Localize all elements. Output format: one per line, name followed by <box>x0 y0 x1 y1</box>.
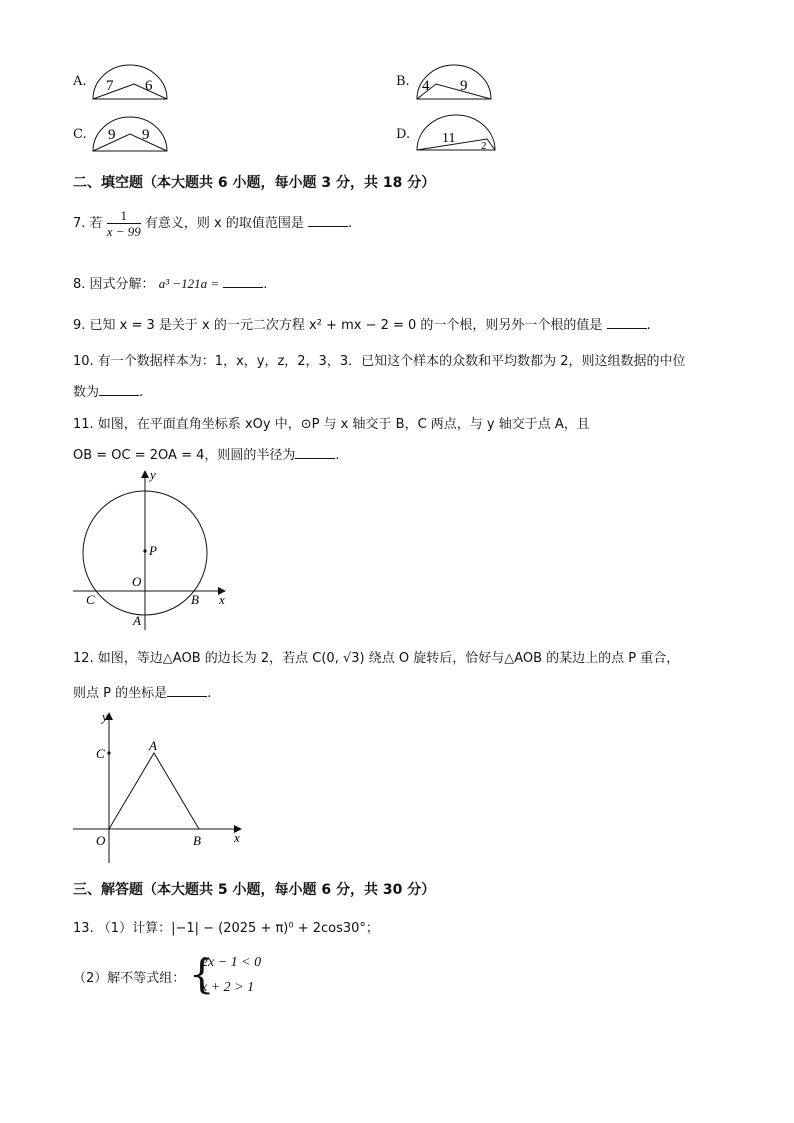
option-c-label: C. <box>73 127 87 142</box>
option-d-num1: 11 <box>442 131 456 146</box>
point-c <box>107 751 110 754</box>
fig11-x-label: x <box>219 592 225 607</box>
q8-number: 8. 因式分解： <box>73 277 155 292</box>
q7-frac-denominator: x − 99 <box>106 224 141 239</box>
q8-expression: a³ −121a = <box>158 276 220 291</box>
question-12-line1: 12. 如图，等边△AOB 的边长为 2，若点 C(0, √3) 绕点 O 旋转后，恰好与△AOB 的某边上的点 P 重合， <box>73 651 680 666</box>
q11-line2-text: OB = OC = 2OA = 4，则圆的半径为 <box>73 448 296 463</box>
q10-end: . <box>139 385 144 400</box>
option-b-figure <box>414 62 494 102</box>
question-8 <box>73 273 267 292</box>
fig11-y-label: y <box>150 467 156 482</box>
fig12-o-label: O <box>96 833 106 848</box>
q9-answer-blank[interactable] <box>607 316 647 329</box>
fig11-o-label: O <box>132 574 142 589</box>
figure-11 <box>65 465 235 635</box>
fig12-y-label: y <box>102 709 108 724</box>
fig11-b-label: B <box>191 592 199 607</box>
brace-icon: { <box>189 952 215 998</box>
fig11-c-label: C <box>86 592 95 607</box>
figure-12 <box>65 705 250 865</box>
option-a-num1: 7 <box>106 78 114 94</box>
q7-frac-numerator: 1 <box>107 208 141 224</box>
q7-number: 7. 若 <box>73 216 103 231</box>
q13-inequality-2: x + 2 > 1 <box>201 980 255 995</box>
option-a-num2: 6 <box>145 78 153 94</box>
fig11-p-label: P <box>149 543 157 558</box>
q10-line2-text: 数为 <box>73 385 100 400</box>
q11-answer-blank[interactable] <box>295 446 335 459</box>
question-13-part1: 13. （1）计算：|−1| − (2025 + π)⁰ + 2cos30°； <box>73 921 379 936</box>
option-a-figure <box>90 62 170 102</box>
section-3-title: 三、解答题（本大题共 5 小题，每小题 6 分，共 30 分） <box>73 882 436 898</box>
fig12-x-label: x <box>234 830 240 845</box>
fig12-c-label: C <box>96 746 105 761</box>
fig12-a-label: A <box>149 738 157 753</box>
q10-answer-blank[interactable] <box>99 383 139 396</box>
question-12-line2 <box>73 682 211 701</box>
point-p <box>143 549 146 552</box>
question-10-line2 <box>73 381 143 400</box>
question-13-part2-label: （2）解不等式组： <box>73 971 186 986</box>
option-d-label: D. <box>396 127 411 142</box>
option-d-figure <box>414 112 498 154</box>
q7-end: . <box>347 216 353 231</box>
q8-end: . <box>263 277 268 292</box>
option-c-figure <box>90 114 170 154</box>
q9-end: . <box>646 318 651 333</box>
option-d-num2: 2 <box>481 140 487 152</box>
q7-text: 有意义，则 x 的取值范围是 <box>144 216 304 231</box>
question-7 <box>73 208 352 239</box>
q9-text: 9. 已知 x = 3 是关于 x 的一元二次方程 x² + mx − 2 = 0 的一个根，则另外一个根的值是 <box>73 318 603 333</box>
fig11-a-label: A <box>133 613 141 628</box>
q7-fraction <box>107 208 141 239</box>
option-b-num1: 4 <box>422 78 430 94</box>
option-c-num2: 9 <box>142 127 150 143</box>
q13-inequality-1: 2x − 1 < 0 <box>201 955 262 970</box>
question-11-line1: 11. 如图，在平面直角坐标系 xOy 中，⊙P 与 x 轴交于 B，C 两点，与 y 轴交于点 A，且 <box>73 417 590 432</box>
q11-end: . <box>335 448 340 463</box>
option-c-num1: 9 <box>108 127 116 143</box>
question-11-line2 <box>73 444 340 463</box>
fig12-b-label: B <box>193 833 201 848</box>
option-b-num2: 9 <box>460 78 468 94</box>
q12-line2-text: 则点 P 的坐标是 <box>73 686 168 701</box>
q7-answer-blank[interactable] <box>308 214 348 227</box>
q12-answer-blank[interactable] <box>167 684 207 697</box>
q8-answer-blank[interactable] <box>223 275 263 288</box>
option-b-label: B. <box>396 74 410 89</box>
triangle-aob <box>109 753 199 829</box>
question-10-line1: 10. 有一个数据样本为：1，x，y，z，2，3，3．已知这个样本的众数和平均数都为 2，则这组数据的中位 <box>73 354 686 369</box>
question-9 <box>73 314 651 333</box>
option-a-label: A. <box>73 74 87 89</box>
q12-end: . <box>207 686 212 701</box>
section-2-title: 二、填空题（本大题共 6 小题，每小题 3 分，共 18 分） <box>73 175 436 191</box>
